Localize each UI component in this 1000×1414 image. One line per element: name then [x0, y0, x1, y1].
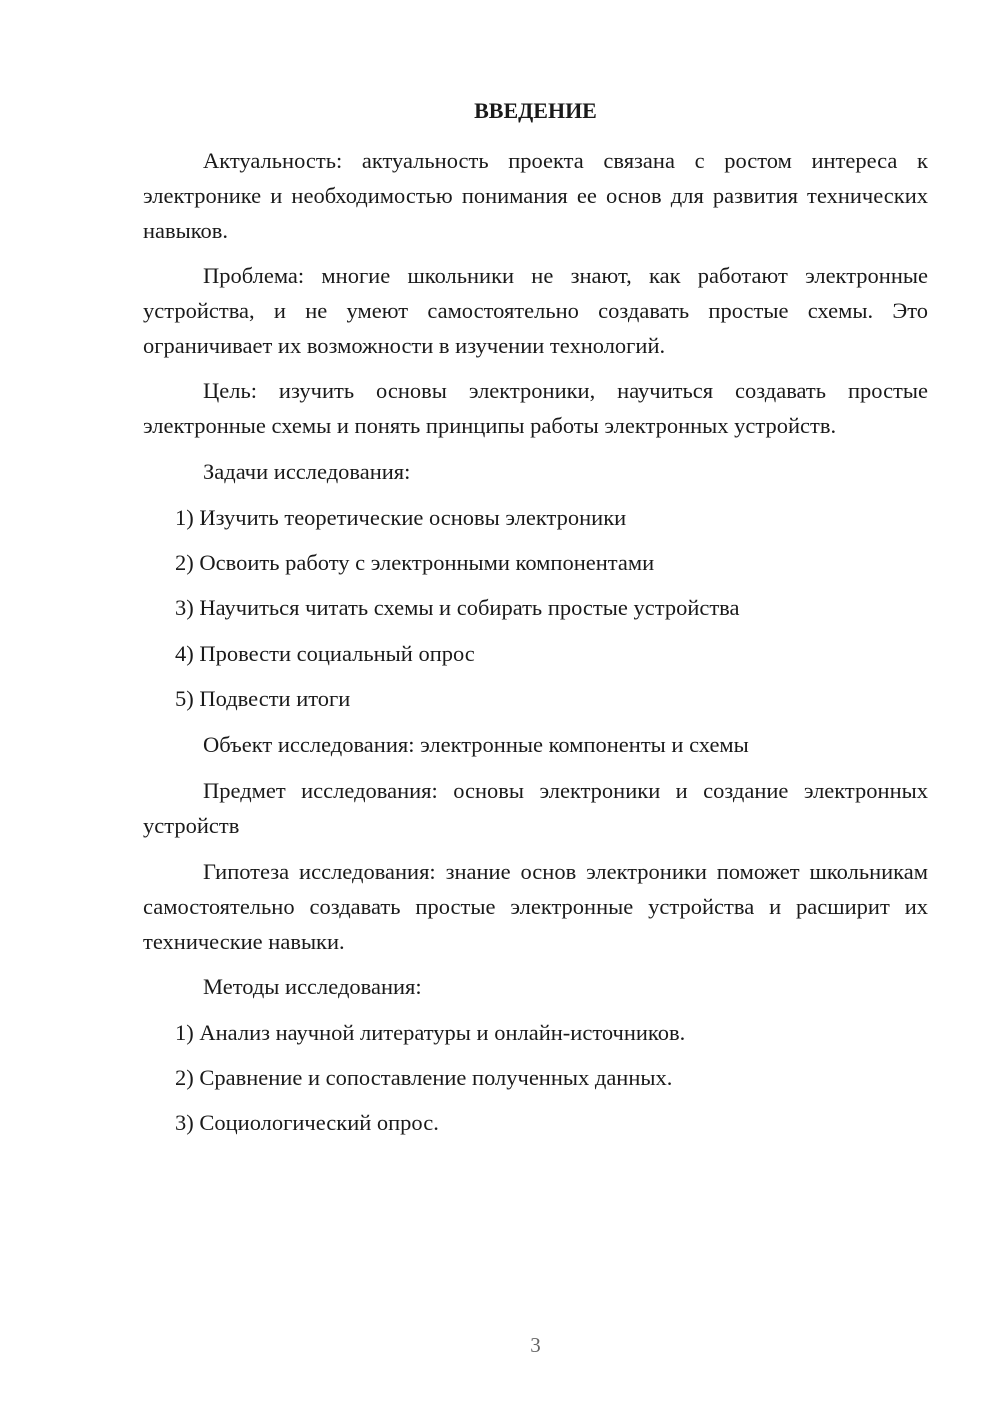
task-item: 3) Научиться читать схемы и собирать простые устройства	[175, 595, 740, 620]
relevance-paragraph: Актуальность: актуальность проекта связана с ростом интереса к электронике и необходимостью понимания ее основ для развития технических навыков.	[143, 148, 928, 243]
hypothesis-paragraph: Гипотеза исследования: знание основ электроники поможет школьникам самостоятельно создавать простые электронные устройства и расширит их технические навыки.	[143, 859, 928, 954]
goal-paragraph: Цель: изучить основы электроники, научиться создавать простые электронные схемы и понять принципы работы электронных устройств.	[143, 378, 928, 438]
method-item: 3) Социологический опрос.	[175, 1110, 439, 1135]
subject-paragraph: Предмет исследования: основы электроники и создание электронных устройств	[143, 778, 928, 838]
object-paragraph: Объект исследования: электронные компоненты и схемы	[203, 732, 749, 757]
method-item: 2) Сравнение и сопоставление полученных данных.	[175, 1065, 673, 1090]
method-item: 1) Анализ научной литературы и онлайн-источников.	[175, 1020, 686, 1045]
tasks-heading: Задачи исследования:	[203, 459, 411, 484]
page-number: 3	[530, 1333, 541, 1357]
section-title: ВВЕДЕНИЕ	[474, 98, 597, 123]
problem-paragraph: Проблема: многие школьники не знают, как работают электронные устройства, и не умеют самостоятельно создавать простые схемы. Это ограничивает их возможности в изучении технологий.	[143, 263, 928, 358]
task-item: 5) Подвести итоги	[175, 686, 351, 711]
document-page	[143, 0, 928, 1414]
task-item: 1) Изучить теоретические основы электроники	[175, 505, 627, 530]
task-item: 2) Освоить работу с электронными компонентами	[175, 550, 655, 575]
task-item: 4) Провести социальный опрос	[175, 641, 475, 666]
methods-heading: Методы исследования:	[203, 974, 422, 999]
